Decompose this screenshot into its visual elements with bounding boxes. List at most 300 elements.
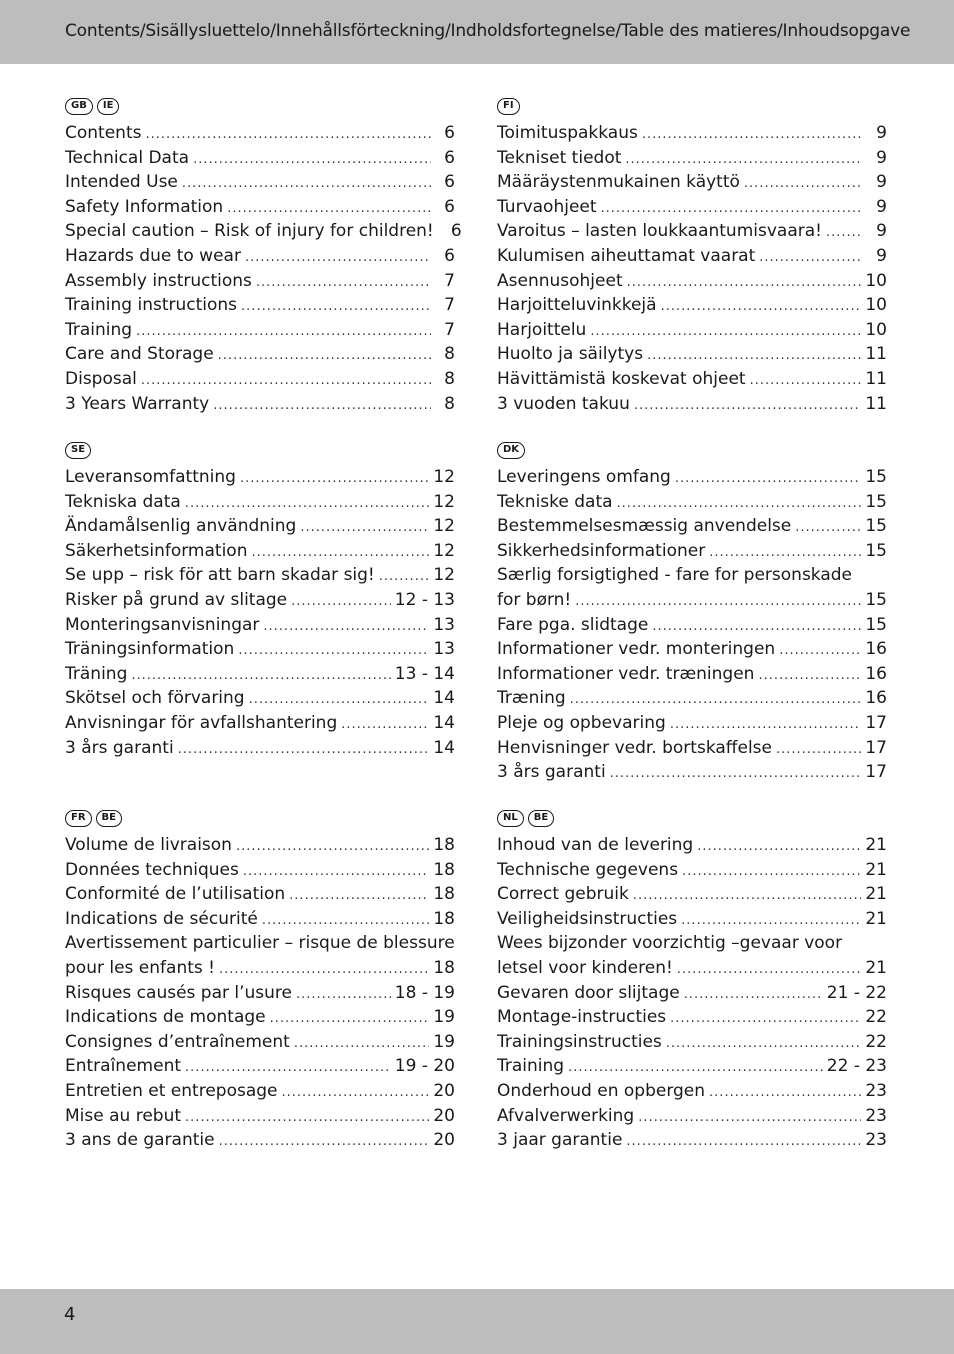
- dot-leader: [227, 201, 431, 216]
- toc-entry-title: Trainingsinstructies: [497, 1031, 662, 1052]
- toc-entry-title: Afvalverwerking: [497, 1105, 635, 1126]
- toc-entry-title: Henvisninger vedr. bortskaffelse: [497, 737, 772, 758]
- toc-entry: [65, 1106, 455, 1131]
- toc-entry-page: 22: [865, 1031, 887, 1052]
- toc-entry-page: 9: [876, 172, 887, 193]
- toc-entry-title: Leveransomfattning: [65, 467, 236, 487]
- toc-entry-title: Leveringens omfang: [497, 467, 671, 487]
- dot-leader: [759, 250, 863, 265]
- toc-entry: [497, 860, 887, 885]
- toc-entry-title: 3 ans de garantie: [65, 1130, 215, 1151]
- toc-entry-page: 15: [865, 516, 887, 537]
- toc-entry-title: Correct gebruik: [497, 884, 629, 905]
- toc-entry: [497, 344, 887, 369]
- toc-entry-title: Contents: [65, 123, 142, 143]
- toc-entry-title: Se upp – risk för att barn skadar sig!: [65, 565, 375, 586]
- section-dk: [497, 439, 887, 787]
- toc-entry-page: 21: [865, 835, 887, 855]
- dot-leader: [681, 913, 861, 928]
- toc-entry-page: 8: [444, 368, 455, 389]
- dot-leader: [670, 1011, 861, 1026]
- toc-entry-page: 10: [865, 270, 887, 291]
- toc-entry-page: 12: [433, 467, 455, 487]
- toc-entry: [65, 933, 455, 958]
- dot-leader: [185, 1060, 391, 1075]
- dot-leader: [684, 987, 823, 1002]
- dot-leader: [779, 643, 861, 658]
- language-badge: SE: [65, 442, 91, 459]
- toc-entry-title: Care and Storage: [65, 344, 214, 365]
- dot-leader: [638, 1110, 861, 1125]
- toc-entry-title: Gevaren door slijtage: [497, 982, 680, 1003]
- toc-entry: [497, 884, 887, 909]
- dot-leader: [670, 717, 862, 732]
- dot-leader: [590, 324, 861, 339]
- toc-entry: [65, 467, 455, 492]
- toc-entry-title: Anvisningar för avfallshantering: [65, 712, 338, 733]
- toc-entry: [65, 541, 455, 566]
- toc-entry-page: 16: [865, 663, 887, 684]
- toc-entry-title: Skötsel och förvaring: [65, 688, 245, 709]
- toc-entry: [65, 492, 455, 517]
- toc-entry-title: Sikkerhedsinformationer: [497, 540, 706, 561]
- toc-entry: [65, 835, 455, 860]
- toc-entry-title: Montage-instructies: [497, 1007, 667, 1028]
- toc-entry-title: Varoitus – lasten loukkaantumisvaara!: [497, 221, 822, 242]
- toc-entry-page: 10: [865, 295, 887, 316]
- dot-leader: [131, 668, 390, 683]
- dot-leader: [776, 742, 861, 757]
- dot-leader: [182, 176, 431, 191]
- section-se: [65, 439, 455, 762]
- toc-entry: [65, 958, 455, 983]
- dot-leader: [238, 643, 429, 658]
- toc-entry-title: Risker på grund av slitage: [65, 589, 288, 610]
- toc-entry-title: Tekniske data: [497, 491, 613, 512]
- dot-leader: [626, 1134, 861, 1149]
- toc-entry-page: 8: [444, 344, 455, 365]
- language-badge: FR: [65, 810, 92, 827]
- toc-entry-title: Hävittämistä koskevat ohjeet: [497, 368, 746, 389]
- dot-leader: [270, 1011, 430, 1026]
- toc-entry-page: 15: [865, 540, 887, 561]
- dot-leader: [262, 913, 430, 928]
- dot-leader: [610, 766, 862, 781]
- toc-entry: [497, 320, 887, 345]
- toc-entry-page: 9: [876, 221, 887, 242]
- toc-entry-page: 13: [433, 614, 455, 635]
- toc-entry-page: 17: [865, 737, 887, 758]
- dot-leader: [750, 373, 862, 388]
- toc-entry: [497, 369, 887, 394]
- language-badges: [497, 95, 887, 117]
- dot-leader: [141, 373, 431, 388]
- toc-entry-page: 14: [433, 712, 455, 733]
- toc-entry: [65, 884, 455, 909]
- toc-entry: [65, 983, 455, 1008]
- toc-entry-title: Ändamålsenlig användning: [65, 516, 297, 537]
- toc-entry-title: Määräystenmukainen käyttö: [497, 172, 740, 193]
- toc-entry-page: 19: [433, 1031, 455, 1052]
- toc-entry: [497, 197, 887, 222]
- toc-entry-page: 20: [433, 1105, 455, 1126]
- toc-entry-title: Toimituspakkaus: [497, 123, 638, 143]
- toc-entry-title: Monteringsanvisningar: [65, 614, 260, 635]
- toc-entry: [65, 615, 455, 640]
- toc-entry: [497, 271, 887, 296]
- toc-entry-page: 23: [865, 1105, 887, 1126]
- toc-entry: [497, 123, 887, 148]
- toc-entry-title: Conformité de l’utilisation: [65, 884, 286, 905]
- toc-entry-title: Entraînement: [65, 1056, 182, 1077]
- dot-leader: [379, 569, 430, 584]
- toc-entry: [497, 615, 887, 640]
- toc-entry-title: Veiligheidsinstructies: [497, 908, 678, 929]
- toc-entry-title: Risques causés par l’usure: [65, 982, 293, 1003]
- toc-entry-title: Données techniques: [65, 859, 239, 880]
- toc-entry-title: 3 års garanti: [65, 737, 174, 758]
- toc-entry: [497, 590, 887, 615]
- toc-entry-page: 7: [444, 319, 455, 340]
- toc-entry-title: 3 jaar garantie: [497, 1130, 623, 1151]
- dot-leader: [219, 1134, 430, 1149]
- toc-entry-title: Turvaohjeet: [497, 196, 597, 217]
- toc-entry-title: Indications de montage: [65, 1007, 266, 1028]
- toc-entry: [65, 394, 455, 419]
- toc-entry-title: Træning: [497, 688, 566, 709]
- toc-entry-page: 7: [444, 295, 455, 316]
- toc-entry-title: Safety Information: [65, 196, 224, 217]
- language-badge: BE: [528, 810, 554, 827]
- toc-entry-title: Wees bijzonder voorzichtig –gevaar voor: [497, 933, 843, 954]
- toc-entry: [65, 639, 455, 664]
- toc-entry: [497, 221, 887, 246]
- toc-entry-page: 9: [876, 245, 887, 266]
- toc-entry: [497, 1130, 887, 1155]
- toc-entry-page: 20: [433, 1130, 455, 1151]
- section-gb-ie: [65, 95, 462, 418]
- toc-entry-title: Harjoitteluvinkkejä: [497, 295, 657, 316]
- dot-leader: [709, 545, 861, 560]
- toc-entry-page: 21: [865, 957, 887, 978]
- dot-leader: [178, 742, 430, 757]
- toc-entry: [497, 1007, 887, 1032]
- dot-leader: [294, 1036, 430, 1051]
- toc-entry: [65, 909, 455, 934]
- toc-entry: [497, 172, 887, 197]
- toc-entry-title: Träning: [65, 663, 128, 684]
- toc-entry-page: 23: [865, 1130, 887, 1151]
- toc-entry-page: 6: [450, 221, 462, 242]
- toc-entry: [497, 933, 887, 958]
- toc-entry-title: Special caution – Risk of injury for children!: [65, 221, 434, 242]
- section-fi: [497, 95, 887, 418]
- toc-entry-page: 18: [433, 835, 455, 855]
- toc-entry-page: 21 - 22: [826, 982, 887, 1003]
- toc-entry-page: 9: [876, 123, 887, 143]
- toc-entry-title: Tekniset tiedot: [497, 147, 622, 168]
- toc-entry-page: 6: [444, 172, 455, 193]
- toc-entry-title: Technical Data: [65, 147, 190, 168]
- toc-entry-page: 23: [865, 1080, 887, 1101]
- toc-entry: [497, 295, 887, 320]
- toc-entry: [65, 148, 455, 173]
- toc-entry: [65, 369, 455, 394]
- toc-entry-page: 19: [433, 1007, 455, 1028]
- dot-leader: [145, 127, 431, 142]
- toc-entry-title: Volume de livraison: [65, 835, 232, 855]
- toc-entry: [65, 172, 455, 197]
- toc-entry: [65, 565, 455, 590]
- toc-entry: [497, 394, 887, 419]
- dot-leader: [652, 619, 861, 634]
- toc-entry-page: 15: [865, 614, 887, 635]
- toc-entry: [65, 320, 455, 345]
- toc-entry: [497, 688, 887, 713]
- toc-entry: [497, 713, 887, 738]
- dot-leader: [661, 299, 862, 314]
- dot-leader: [627, 275, 862, 290]
- toc-entry-page: 22 - 23: [826, 1056, 887, 1077]
- toc-entry-page: 12: [433, 491, 455, 512]
- toc-entry: [497, 738, 887, 763]
- language-badge: IE: [97, 98, 120, 115]
- dot-leader: [256, 275, 431, 290]
- toc-entry-page: 9: [876, 147, 887, 168]
- toc-entry-title: Huolto ja säilytys: [497, 344, 644, 365]
- toc-entry-title: Informationer vedr. træningen: [497, 663, 755, 684]
- section-fr-be: [65, 807, 455, 1155]
- dot-leader: [634, 398, 862, 413]
- toc-entry: [497, 565, 887, 590]
- page-title: Contents/Sisällysluettelo/Innehållsförteckning/Indholdsfortegnelse/Table des matieres/Inhoudsopgave: [65, 21, 911, 41]
- toc-entry: [65, 1056, 455, 1081]
- dot-leader: [795, 520, 861, 535]
- dot-leader: [575, 594, 861, 609]
- dot-leader: [263, 619, 429, 634]
- dot-leader: [218, 348, 431, 363]
- toc-entry-page: 12: [433, 565, 455, 586]
- language-badge: GB: [65, 98, 93, 115]
- dot-leader: [241, 299, 431, 314]
- toc-entry-page: 18: [433, 884, 455, 905]
- dot-leader: [666, 1036, 862, 1051]
- toc-entry: [65, 295, 455, 320]
- toc-entry-title: Informationer vedr. monteringen: [497, 639, 776, 660]
- dot-leader: [240, 471, 429, 486]
- toc-entry-title: Harjoittelu: [497, 319, 587, 340]
- language-badges: [497, 807, 887, 829]
- toc-entry: [497, 639, 887, 664]
- toc-entry-title: for børn!: [497, 589, 572, 610]
- toc-entry-page: 18: [433, 859, 455, 880]
- toc-entry-page: 18: [433, 908, 455, 929]
- dot-leader: [296, 987, 391, 1002]
- header-bar: [0, 0, 954, 64]
- toc-entry-page: 21: [865, 884, 887, 905]
- toc-entry: [65, 344, 455, 369]
- toc-entry: [497, 1106, 887, 1131]
- language-badge: NL: [497, 810, 524, 827]
- language-badges: [497, 439, 887, 461]
- toc-entry: [65, 221, 462, 246]
- toc-entry: [65, 738, 455, 763]
- toc-entry-title: Onderhoud en opbergen: [497, 1080, 706, 1101]
- toc-entry-title: Indications de sécurité: [65, 908, 258, 929]
- toc-entry: [65, 1130, 455, 1155]
- dot-leader: [675, 471, 862, 486]
- toc-entry-page: 11: [865, 368, 887, 389]
- toc-entry-page: 19 - 20: [394, 1056, 455, 1077]
- toc-entry-page: 13: [433, 639, 455, 660]
- toc-entry-title: Pleje og opbevaring: [497, 712, 666, 733]
- toc-entry-page: 8: [444, 393, 455, 414]
- toc-entry-title: Mise au rebut: [65, 1105, 182, 1126]
- toc-entry: [497, 835, 887, 860]
- toc-entry-page: 17: [865, 762, 887, 783]
- toc-entry-page: 9: [876, 196, 887, 217]
- toc-entry-title: pour les enfants !: [65, 957, 215, 978]
- toc-entry-page: 11: [865, 393, 887, 414]
- toc-entry-page: 11: [865, 344, 887, 365]
- dot-leader: [709, 1085, 861, 1100]
- dot-leader: [136, 324, 431, 339]
- toc-entry-page: 12: [433, 516, 455, 537]
- toc-entry: [497, 492, 887, 517]
- toc-entry-title: Träningsinformation: [65, 639, 235, 660]
- toc-entry: [65, 246, 455, 271]
- dot-leader: [243, 864, 430, 879]
- toc-entry-title: letsel voor kinderen!: [497, 957, 673, 978]
- toc-entry-title: Consignes d’entraînement: [65, 1031, 290, 1052]
- toc-entry-page: 16: [865, 639, 887, 660]
- toc-entry: [497, 762, 887, 787]
- toc-entry-page: 6: [444, 123, 455, 143]
- dot-leader: [677, 962, 862, 977]
- toc-entry-page: 15: [865, 491, 887, 512]
- toc-entry-title: Fare pga. slidtage: [497, 614, 649, 635]
- dot-leader: [219, 962, 429, 977]
- toc-entry-title: Asennusohjeet: [497, 270, 623, 291]
- toc-entry-page: 10: [865, 319, 887, 340]
- dot-leader: [213, 398, 431, 413]
- language-badges: [65, 807, 455, 829]
- toc-entry-page: 6: [444, 196, 455, 217]
- dot-leader: [185, 1110, 429, 1125]
- language-badge: BE: [96, 810, 122, 827]
- dot-leader: [617, 496, 862, 511]
- toc-entry: [497, 958, 887, 983]
- page-number: 4: [64, 1304, 76, 1325]
- toc-entry: [497, 516, 887, 541]
- dot-leader: [245, 250, 431, 265]
- dot-leader: [697, 839, 861, 854]
- toc-entry-page: 12 - 13: [394, 589, 455, 610]
- toc-entry-title: Entretien et entreposage: [65, 1080, 278, 1101]
- toc-entry-page: 13 - 14: [394, 663, 455, 684]
- toc-entry: [65, 688, 455, 713]
- toc-entry: [497, 1056, 887, 1081]
- toc-entry: [65, 516, 455, 541]
- toc-entry-title: 3 Years Warranty: [65, 393, 210, 414]
- toc-entry-page: 7: [444, 270, 455, 291]
- toc-entry-title: Særlig forsigtighed - fare for personskade: [497, 565, 853, 586]
- dot-leader: [744, 176, 863, 191]
- toc-entry-title: Assembly instructions: [65, 270, 252, 291]
- toc-entry-page: 18: [433, 957, 455, 978]
- toc-entry-title: Avertissement particulier – risque de blessure: [65, 933, 455, 954]
- toc-entry-page: 14: [433, 688, 455, 709]
- language-badge: DK: [497, 442, 525, 459]
- dot-leader: [249, 692, 430, 707]
- toc-entry-title: Bestemmelsesmæssig anvendelse: [497, 516, 792, 537]
- toc-entry-page: 16: [865, 688, 887, 709]
- dot-leader: [300, 520, 429, 535]
- toc-entry-title: 3 års garanti: [497, 762, 606, 783]
- toc-entry-page: 14: [433, 737, 455, 758]
- footer-bar: [0, 1289, 954, 1354]
- toc-entry: [497, 246, 887, 271]
- toc-entry-title: Training: [65, 319, 133, 340]
- dot-leader: [289, 888, 429, 903]
- toc-entry-page: 20: [433, 1080, 455, 1101]
- dot-leader: [642, 127, 863, 142]
- language-badges: [65, 95, 455, 117]
- toc-entry-page: 22: [865, 1007, 887, 1028]
- toc-entry: [65, 1081, 455, 1106]
- toc-entry: [497, 1032, 887, 1057]
- toc-entry: [65, 1007, 455, 1032]
- dot-leader: [568, 1060, 823, 1075]
- dot-leader: [570, 692, 862, 707]
- toc-entry-page: 21: [865, 908, 887, 929]
- dot-leader: [282, 1085, 430, 1100]
- dot-leader: [236, 839, 429, 854]
- dot-leader: [185, 496, 430, 511]
- toc-entry-page: 6: [444, 147, 455, 168]
- toc-entry-title: Inhoud van de levering: [497, 835, 694, 855]
- dot-leader: [193, 152, 431, 167]
- toc-entry-page: 17: [865, 712, 887, 733]
- toc-entry-title: Hazards due to wear: [65, 245, 241, 266]
- toc-entry: [497, 148, 887, 173]
- toc-entry: [65, 1032, 455, 1057]
- dot-leader: [251, 545, 429, 560]
- dot-leader: [682, 864, 861, 879]
- toc-entry-title: Intended Use: [65, 172, 178, 193]
- toc-entry-page: 6: [444, 245, 455, 266]
- toc-entry-title: Technische gegevens: [497, 859, 679, 880]
- toc-entry-title: 3 vuoden takuu: [497, 393, 630, 414]
- dot-leader: [601, 201, 863, 216]
- toc-entry-page: 15: [865, 589, 887, 610]
- toc-entry: [497, 1081, 887, 1106]
- toc-entry-page: 15: [865, 467, 887, 487]
- section-nl-be: [497, 807, 887, 1155]
- dot-leader: [826, 225, 863, 240]
- toc-entry: [497, 983, 887, 1008]
- toc-entry-title: Training instructions: [65, 295, 238, 316]
- toc-entry-page: 12: [433, 540, 455, 561]
- toc-entry-title: Training: [497, 1056, 565, 1077]
- toc-entry: [65, 664, 455, 689]
- toc-entry-page: 18 - 19: [394, 982, 455, 1003]
- toc-entry: [497, 909, 887, 934]
- toc-entry-title: Disposal: [65, 368, 137, 389]
- toc-entry-title: Kulumisen aiheuttamat vaarat: [497, 245, 756, 266]
- toc-entry-page: 21: [865, 859, 887, 880]
- toc-entry: [497, 467, 887, 492]
